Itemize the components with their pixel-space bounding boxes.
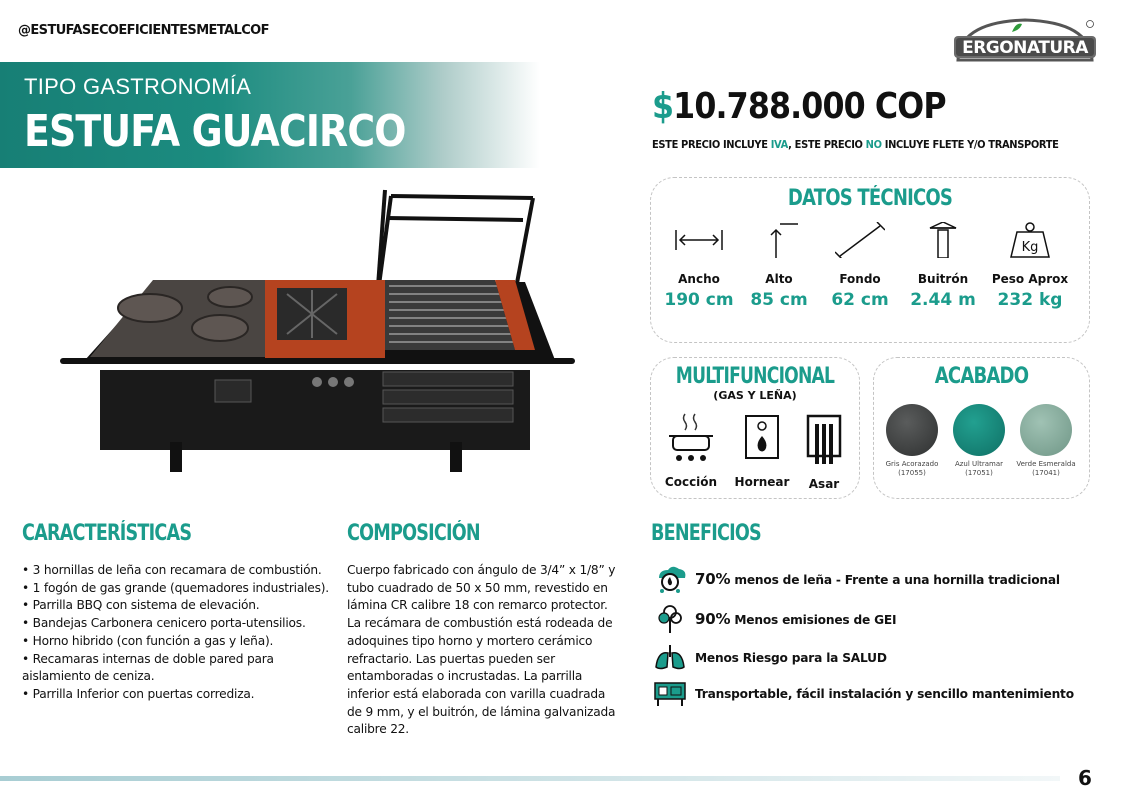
spec-buitron [901,222,985,310]
benefit-text: Transportable, fácil instalación y sencillo mantenimiento [695,687,1074,701]
price [652,86,946,127]
multifuncional-box [650,357,860,499]
spec-value: 2.44 m [910,290,976,310]
price-note-iva: IVA [770,138,789,151]
chimney-icon [918,222,968,258]
mf-label: Hornear [734,475,790,489]
depth-arrow-icon [835,222,885,258]
product-title: ESTUFA GUACIRCO [24,106,406,157]
mf-coccion [663,412,719,489]
weight-icon [1005,222,1055,258]
finish-name: Verde Esmeralda [1016,460,1076,468]
spec-alto [737,222,821,310]
instagram-handle: @ESTUFASECOEFICIENTESMETALCOF [18,23,269,38]
caracteristicas-title: CARACTERÍSTICAS [22,521,192,546]
benefit-item [652,642,887,672]
price-amount: 10.788.000 COP [673,86,946,127]
grill-icon [804,412,844,472]
oven-icon [738,412,786,470]
spec-ancho [657,222,741,310]
mf-asar [801,412,847,491]
benefit-item [652,678,1074,708]
cooking-pot-icon [667,412,715,470]
spec-value: 232 kg [997,290,1063,310]
spec-label: Peso Aprox [991,272,1069,286]
category-label: TIPO GASTRONOMÍA [24,74,252,99]
width-arrows-icon [674,222,724,258]
benefit-pct: 90% [695,610,731,628]
benefit-text: Menos emisiones de GEI [730,613,897,627]
acabado-box [873,357,1090,499]
list-item: • Parrilla Inferior con puertas corrediza. [22,686,255,701]
list-item: • Horno hibrido (con función a gas y leña). [22,633,274,648]
mf-hornear [733,412,791,489]
composicion-title: COMPOSICIÓN [347,521,480,546]
datos-tecnicos-title: DATOS TÉCNICOS [787,186,953,211]
finish-swatch [882,404,942,478]
finish-swatch [1016,404,1076,478]
product-image [55,180,585,480]
spec-value: 62 cm [831,290,889,310]
finish-code: (17055) [898,468,926,477]
spec-fondo [818,222,902,310]
title-band [0,62,540,168]
price-note-no: NO [865,138,882,151]
cloud-flame-icon [652,564,688,594]
page-number: 6 [1078,766,1092,790]
finish-name: Azul Ultramar [954,460,1004,468]
benefit-item [652,604,896,634]
spec-label: Fondo [839,272,881,286]
finish-code: (17051) [965,468,993,477]
spec-peso [988,222,1072,310]
finish-name: Gris Acorazado [885,460,939,468]
currency-symbol: $ [652,86,674,127]
benefit-pct: 70% [695,570,731,588]
benefit-item [652,564,1060,594]
spec-value: 190 cm [664,290,734,310]
list-item: • 3 hornillas de leña con recamara de combustión. [22,563,322,577]
multifuncional-title: MULTIFUNCIONAL [675,364,835,389]
finish-color [1020,404,1072,456]
footer-divider [0,776,1060,781]
finish-code: (17041) [1032,468,1060,477]
tree-icon [652,604,688,634]
multifuncional-subtitle: (GAS Y LEÑA) [713,389,797,402]
acabado-title: ACABADO [934,364,1029,389]
price-note-prefix: ESTE PRECIO INCLUYE [652,138,771,151]
price-note-suffix: INCLUYE FLETE Y/O TRANSPORTE [881,138,1059,151]
kg-label: Kg [1021,240,1039,255]
price-note [652,138,1059,151]
spec-value: 85 cm [750,290,808,310]
list-item: • Bandejas Carbonera cenicero porta-utensilios. [22,616,306,631]
finish-color [886,404,938,456]
list-item: • 1 fogón de gas grande (quemadores industriales). [22,580,329,595]
spec-label: Alto [765,272,793,286]
benefit-text: Menos Riesgo para la SALUD [695,651,887,665]
finish-color [953,404,1005,456]
height-arrow-icon [754,222,804,258]
ergonatura-logo [950,16,1100,64]
spec-label: Ancho [678,272,720,286]
list-item: • Parrilla BBQ con sistema de elevación. [22,598,260,613]
composicion-text: Cuerpo fabricado con ángulo de 3/4” x 1/8” y tubo cuadrado de 50 x 50 mm, revestido en lámina CR calibre 18 con remarco protector. La recámara de combustión está rodeada de adoquines tipo horno y mortero cerámico refractario. Las puertas pueden ser entamboradas o incrustadas. La parrilla inferior está elaborada con varilla cuadrada de 9 mm, y el buitrón, de lámina galvanizada calibre 22. [347,563,616,737]
mf-label: Cocción [664,475,718,489]
datos-tecnicos-box [650,177,1090,343]
list-item: • Recamaras internas de doble pared para aislamiento de ceniza. [22,651,274,684]
beneficios-title: BENEFICIOS [651,521,761,546]
finish-swatch [949,404,1009,478]
stove-icon [652,678,688,708]
spec-label: Buitrón [917,272,969,286]
caracteristicas-list [22,562,340,704]
svg-text:ERGONATURA: ERGONATURA [962,38,1088,58]
price-note-mid: , ESTE PRECIO [788,138,866,151]
mf-label: Asar [808,477,840,491]
lungs-icon [652,642,688,672]
benefit-text: menos de leña - Frente a una hornilla tradicional [730,573,1060,587]
